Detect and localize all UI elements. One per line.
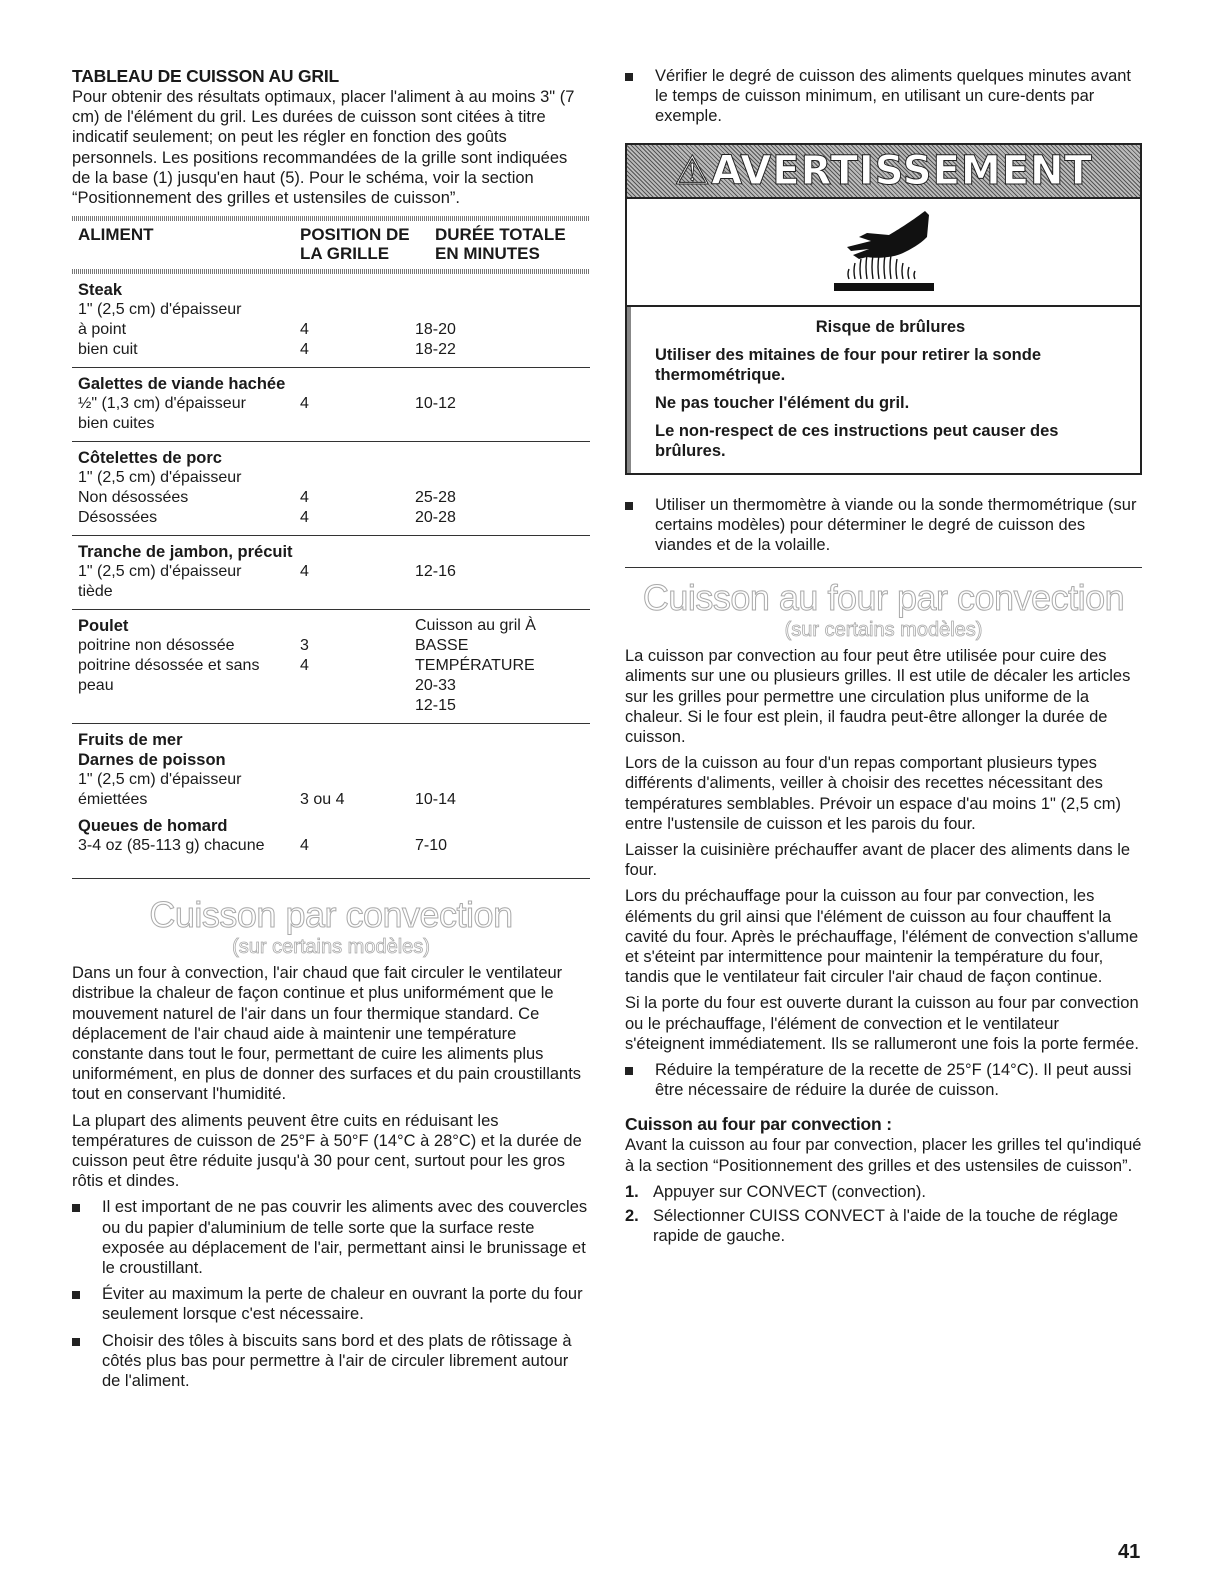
oven-paragraph: Lors du préchauffage pour la cuisson au four par convection, les éléments du gril ainsi que l'élément de cuisson au four chauffent la cavité du four. Après le préchauffage, l'élément de convection s'allume et s'éteint par intermittence pour maintenir la température du four, tandis que le ventilateur fait circuler l'air chaud de façon continue. [625,887,1139,987]
table-row [78,616,590,636]
table-row [78,816,590,836]
group-title: Steak [78,281,123,300]
table-row [78,730,590,750]
convection-paragraph: Dans un four à convection, l'air chaud que fait circuler le ventilateur distribue la chaleur de façon continue et plus uniformément que le mouvement naturel de l'air dans un four thermique standard. Ce déplacement de l'air chaud aide à maintenir une température constante dans tout le four, permettant de cuire les aliments plus uniformément, en plus de donner des surfaces et du pain croustillants tout en conservant l'humidité. [72,964,582,1104]
list-item: Choisir des tôles à biscuits sans bord et des plats de rôtissage à côtés plus bas pour permettre à l'air de circuler librement autour de l'aliment. [72,1331,590,1392]
table-row [78,374,590,394]
oven-convection-subtitle: (sur certains modèles) [784,619,983,642]
warning-line: Ne pas toucher l'élément du gril. [655,393,910,412]
cell-food: bien cuites [78,415,155,433]
cell-food: à point [78,321,127,339]
cell-food: 1" (2,5 cm) d'épaisseur [78,469,242,487]
cell-time: 10-14 [415,791,456,809]
table-row [78,320,590,340]
table-row [78,836,590,856]
cell-position: 4 [300,509,309,527]
list-item: Vérifier le degré de cuisson des aliments quelques minutes avant le temps de cuisson minimum, en utilisant un cure-dents par exemple. [625,66,1142,127]
cell-food: poitrine désossée et sans [78,657,260,675]
table-row [78,280,590,300]
bullet-icon [625,73,633,81]
table-row [78,300,590,320]
cell-food: Désossées [78,509,158,527]
grill-chart-title: TABLEAU DE CUISSON AU GRIL [72,66,340,86]
convection-subtitle: (sur certains modèles) [232,936,430,959]
cell-position [300,696,415,716]
bullet-icon [72,1338,80,1346]
cell-food: tiède [78,583,113,601]
cell-position: 3 [300,637,309,655]
cell-food [78,696,300,716]
table-row [78,340,590,360]
table-row [78,394,590,414]
bullet-icon [72,1204,80,1212]
step-item: 2. Sélectionner CUISS CONVECT à l'aide de la touche de réglage rapide de gauche. [625,1207,1119,1246]
cell-time: Cuisson au gril À [415,617,536,635]
cell-position: 3 ou 4 [300,791,345,809]
header-time: DURÉE TOTALE EN MINUTES [435,225,566,264]
oven-paragraph: Si la porte du four est ouverte durant la cuisson au four par convection ou le préchauffage, l'élément de convection et le ventilateur s'éteignent immédiatement. Ils se rallumeront une fois la porte fermée. [625,994,1139,1053]
table-row [78,562,590,582]
table-row [78,750,590,770]
cell-position: 4 [300,657,309,675]
oven-paragraph: Lors de la cuisson au four d'un repas comportant plusieurs types différents d'aliments, veiller à choisir des recettes nécessitant des températures semblables. Prévoir un espace d'au moins 1" (2,5 cm) entre l'ustensile de cuisson et les parois du four. [625,754,1121,833]
steps-title: Cuisson au four par convection : [625,1114,892,1135]
warning-box [625,143,1142,475]
cell-time: BASSE [415,637,469,655]
list-item: Utiliser un thermomètre à viande ou la sonde thermométrique (sur certains modèles) pour déterminer le degré de cuisson des viandes et de la volaille. [625,495,1142,556]
table-row [78,676,590,696]
warning-body [627,307,1140,473]
list-item: Éviter au maximum la perte de chaleur en ouvrant la porte du four seulement lorsque c'est nécessaire. [72,1284,590,1324]
cell-time [415,770,590,790]
list-item: Il est important de ne pas couvrir les aliments avec des couvercles ou du papier d'aluminium de telle sorte que la surface reste exposée au déplacement de l'air, permettant ainsi le brunissage et le croustillant. [72,1197,590,1278]
group-title: Poulet [78,617,129,636]
grill-intro: Pour obtenir des résultats optimaux, placer l'aliment à au moins 3" (7 cm) de l'élément du gril. Les durées de cuisson sont citées à titre indicatif seulement; on peut les régler en fonction des goûts personnels. Les positions recommandées de la grille sont indiquées de la base (1) jusqu'en haut (5). Pour le schéma, voir la section “Positionnement des grilles et ustensiles de cuisson”. [72,88,575,208]
warning-line: Le non-respect de ces instructions peut causer des brûlures. [655,421,1059,460]
list-item: Réduire la température de la recette de 25°F (14°C). Il peut aussi être nécessaire de réduire la durée de cuisson. [625,1060,1142,1100]
cell-time: 7-10 [415,837,448,855]
cell-position: 4 [300,837,309,855]
cell-time: 20-28 [415,509,456,527]
table-group [72,274,590,368]
table-row [78,770,590,790]
cell-position [300,582,415,602]
cell-position [300,300,415,320]
group-title: Queues de homard [78,817,228,836]
convection-title: Cuisson par convection [149,894,513,936]
oven-convection-title: Cuisson au four par convection [642,577,1125,619]
header-food: ALIMENT [78,225,154,245]
cell-food: 1" (2,5 cm) d'épaisseur [78,563,242,581]
bullet-icon [625,502,633,510]
cell-time: 18-22 [415,341,456,359]
group-title: Tranche de jambon, précuit [78,543,293,562]
oven-paragraph: La cuisson par convection au four peut être utilisée pour cuire des aliments sur une ou plusieurs grilles. Il est utile de décaler les articles sur les grilles pour permettre une circulation plus uniforme de la chaleur. Si le four est plein, il faudra peut-être allonger la durée de cuisson. [625,647,1131,747]
divider [625,567,1142,568]
table-group [72,536,590,610]
table-row [78,508,590,528]
burn-hazard-icon [627,199,1140,307]
cell-position: 4 [300,341,309,359]
warning-heading: AVERTISSEMENT [711,147,1093,194]
oven-paragraph: Laisser la cuisinière préchauffer avant de placer des aliments dans le four. [625,841,1131,880]
step-item: 1. Appuyer sur CONVECT (convection). [625,1182,926,1201]
table-group [72,724,590,879]
table-row [78,696,590,716]
group-title: Côtelettes de porc [78,449,222,468]
cell-time: 18-20 [415,321,456,339]
cell-position [300,770,415,790]
cell-time: 12-16 [415,563,456,581]
table-row [78,582,590,602]
table-group [72,368,590,442]
cell-position [300,676,415,696]
left-column [72,66,590,1397]
cell-position: 4 [300,321,309,339]
table-group [72,610,590,724]
table-row [78,790,590,810]
table-row [78,542,590,562]
table-row [78,468,590,488]
warning-risk: Risque de brûlures [815,317,966,336]
cell-time [415,414,590,434]
cell-time: 25-28 [415,489,456,507]
cell-time [415,582,590,602]
table-row [78,448,590,468]
cell-time [415,300,590,320]
cell-food: bien cuit [78,341,138,359]
cell-food: ½" (1,3 cm) d'épaisseur [78,395,246,413]
table-row [78,656,590,676]
bullet-icon [72,1291,80,1299]
cell-position [300,468,415,488]
steps-intro: Avant la cuisson au four par convection, placer les grilles tel qu'indiqué à la section “Positionnement des grilles et des ustensiles de cuisson”. [625,1136,1142,1175]
bullet-icon [625,1067,633,1075]
warning-line: Utiliser des mitaines de four pour retirer la sonde thermométrique. [655,345,1042,384]
cell-time: 12-15 [415,697,456,715]
cell-food: 3-4 oz (85-113 g) chacune [78,837,265,855]
grill-table-body [72,274,590,879]
header-position: POSITION DE LA GRILLE [300,225,410,264]
grill-table-header [72,221,590,269]
cell-position: 4 [300,489,309,507]
table-row [78,414,590,434]
group-title: Fruits de mer [78,731,183,750]
table-group [72,442,590,536]
cell-food: poitrine non désossée [78,637,235,655]
cell-time: TEMPÉRATURE [415,657,535,675]
cell-position: 4 [300,563,309,581]
cell-time: 10-12 [415,395,456,413]
warning-triangle-icon: ⚠ [674,147,712,194]
group-title: Darnes de poisson [78,751,226,770]
group-title: Galettes de viande hachée [78,375,286,394]
cell-time: 20-33 [415,677,456,695]
warning-header [627,145,1140,199]
table-row [78,488,590,508]
cell-time [415,468,590,488]
cell-food: 1" (2,5 cm) d'épaisseur [78,301,242,319]
cell-food: Non désossées [78,489,189,507]
cell-position: 4 [300,395,309,413]
page-number: 41 [1118,1541,1141,1563]
cell-food: émiettées [78,791,148,809]
cell-position [300,414,415,434]
right-column [625,66,1142,1251]
convection-paragraph: La plupart des aliments peuvent être cuits en réduisant les températures de cuisson de 25°F à 50°F (14°C à 28°C) et la durée de cuisson peut être réduite jusqu'à 30 pour cent, surtout pour les gros rôtis et dindes. [72,1111,582,1191]
cell-food: peau [78,677,114,695]
table-row [78,636,590,656]
cell-food: 1" (2,5 cm) d'épaisseur [78,771,242,789]
